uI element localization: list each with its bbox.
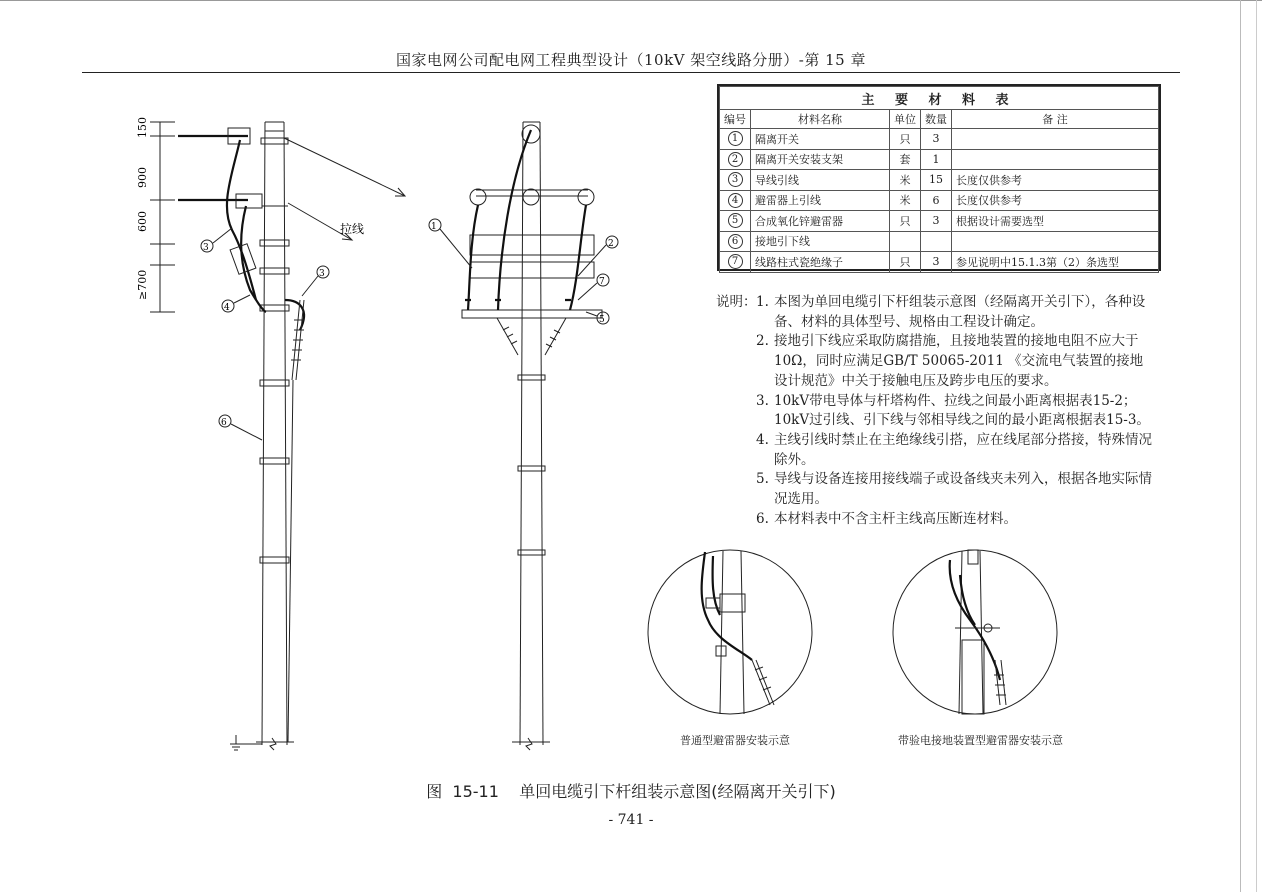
row-number: 6 xyxy=(728,234,743,249)
dim-150: 150 xyxy=(136,117,149,138)
row-number: 2 xyxy=(728,152,743,167)
col-header-qty: 数量 xyxy=(921,110,952,129)
detail-left-caption: 普通型避雷器安装示意 xyxy=(680,734,790,747)
row-unit: 米 xyxy=(890,190,921,211)
col-header-no: 编号 xyxy=(720,110,751,129)
row-unit xyxy=(890,231,921,252)
row-name: 线路柱式瓷绝缘子 xyxy=(751,252,890,273)
row-name: 避雷器上引线 xyxy=(751,190,890,211)
col-header-note: 备 注 xyxy=(952,110,1159,129)
row-qty: 3 xyxy=(921,211,952,232)
callout-3b: 3 xyxy=(319,269,325,279)
note-number: 4. xyxy=(756,431,769,448)
row-name: 隔离开关安装支架 xyxy=(751,149,890,170)
callout-7: 7 xyxy=(599,277,605,287)
row-qty: 15 xyxy=(921,170,952,191)
note-item xyxy=(756,293,1156,332)
note-number: 1. xyxy=(756,294,769,310)
row-unit: 套 xyxy=(890,149,921,170)
callout-1: 1 xyxy=(431,222,437,232)
note-number: 5. xyxy=(756,471,769,488)
callout-5: 5 xyxy=(599,315,605,325)
col-header-unit: 单位 xyxy=(890,110,921,129)
page-number: - 741 - xyxy=(608,812,654,828)
col-header-name: 材料名称 xyxy=(751,110,890,129)
row-name: 导线引线 xyxy=(751,170,890,191)
row-note: 根据设计需要选型 xyxy=(952,211,1159,232)
note-item xyxy=(756,431,1156,470)
material-table-title: 主 要 材 料 表 xyxy=(720,87,1159,110)
row-unit: 只 xyxy=(890,129,921,150)
row-qty xyxy=(921,231,952,252)
row-note xyxy=(952,149,1159,170)
figure-caption: 图 15-11 单回电缆引下杆组装示意图(经隔离开关引下) xyxy=(426,782,836,801)
note-number: 3. xyxy=(756,392,769,409)
table-row xyxy=(720,211,1159,232)
row-number: 7 xyxy=(728,254,743,269)
detail-circle-right xyxy=(893,550,1057,714)
notes-label: 说明： xyxy=(716,294,757,310)
row-name: 接地引下线 xyxy=(751,231,890,252)
row-qty: 1 xyxy=(921,149,952,170)
left-pole-drawing xyxy=(178,122,405,750)
note-item xyxy=(756,332,1156,391)
row-note xyxy=(952,129,1159,150)
row-number: 1 xyxy=(728,131,743,146)
dim-700: ≥700 xyxy=(136,269,149,300)
row-unit: 只 xyxy=(890,211,921,232)
note-item xyxy=(756,392,1156,431)
row-number: 3 xyxy=(728,172,743,187)
table-row xyxy=(720,190,1159,211)
note-number: 2. xyxy=(756,333,769,350)
note-number: 6. xyxy=(756,510,769,527)
table-row xyxy=(720,252,1159,273)
row-qty: 3 xyxy=(921,129,952,150)
note-text: 本材料表中不含主杆主线高压断连材料。 xyxy=(774,510,1017,527)
dim-600: 600 xyxy=(136,211,149,232)
row-qty: 6 xyxy=(921,190,952,211)
note-text: 导线与设备连接用接线端子或设备线夹未列入，根据各地实际情况选用。 xyxy=(774,471,1152,508)
table-row xyxy=(720,149,1159,170)
row-unit: 只 xyxy=(890,252,921,273)
row-name: 隔离开关 xyxy=(751,129,890,150)
table-row xyxy=(720,231,1159,252)
note-text: 接地引下线应采取防腐措施，且接地装置的接地电阻不应大于10Ω，同时应满足GB/T 50065-2011 《交流电气装置的接地设计规范》中关于接触电压及跨步电压的要求。 xyxy=(774,333,1144,389)
detail-right-caption: 带验电接地装置型避雷器安装示意 xyxy=(898,734,1063,747)
detail-circle-left xyxy=(648,550,812,714)
callout-2: 2 xyxy=(608,239,614,249)
row-note: 参见说明中15.1.3第（2）条选型 xyxy=(952,252,1159,273)
row-name: 合成氧化锌避雷器 xyxy=(751,211,890,232)
note-text: 本图为单回电缆引下杆组装示意图（经隔离开关引下），各种设备、材料的具体型号、规格由工程设计确定。 xyxy=(774,294,1146,330)
note-item xyxy=(756,470,1156,509)
left-callouts xyxy=(201,228,329,440)
table-row xyxy=(720,129,1159,150)
note-text: 主线引线时禁止在主绝缘线引搭，应在线尾部分搭接，特殊情况除外。 xyxy=(774,431,1152,468)
material-table xyxy=(717,84,1161,271)
guy-wire-label: 拉线 xyxy=(340,222,365,236)
table-row xyxy=(720,170,1159,191)
callout-4: 4 xyxy=(224,303,230,313)
row-qty: 3 xyxy=(921,252,952,273)
left-dimensions xyxy=(136,117,364,312)
note-text: 10kV带电导体与杆塔构件、拉线之间最小距离根据表15-2；10kV过引线、引下线与邻相导线之间的最小距离根据表15-3。 xyxy=(774,392,1150,429)
dim-900: 900 xyxy=(136,167,149,188)
middle-pole-drawing xyxy=(462,122,602,750)
row-note: 长度仅供参考 xyxy=(952,170,1159,191)
callout-6: 6 xyxy=(221,418,227,428)
row-note: 长度仅供参考 xyxy=(952,190,1159,211)
note-item xyxy=(756,510,1156,530)
callout-3a: 3 xyxy=(203,243,209,253)
page-header-title: 国家电网公司配电网工程典型设计（10kV 架空线路分册）-第 15 章 xyxy=(396,51,866,69)
row-number: 4 xyxy=(728,193,743,208)
row-note xyxy=(952,231,1159,252)
row-number: 5 xyxy=(728,213,743,228)
row-unit: 米 xyxy=(890,170,921,191)
